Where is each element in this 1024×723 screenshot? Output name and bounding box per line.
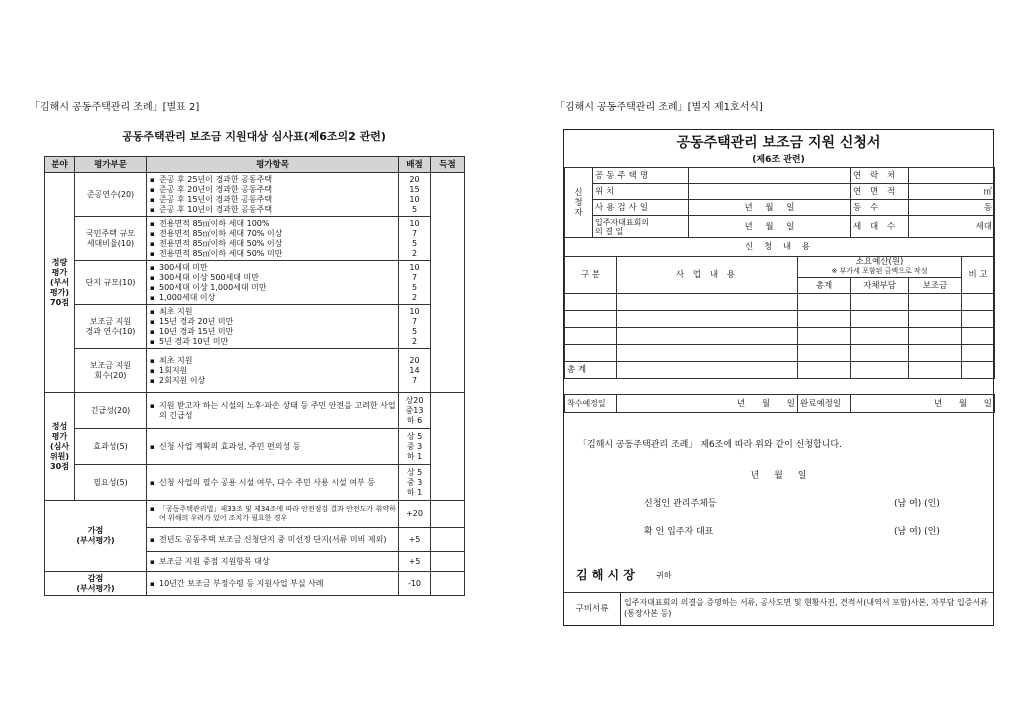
content-title: 신 청 내 용	[565, 238, 995, 257]
table-row-cell[interactable]	[565, 345, 617, 362]
buildings-label: 동 수	[851, 200, 909, 216]
applicant-label: 신 청 자	[565, 168, 593, 238]
category-cell: 보조금 지원 회수(20)	[75, 349, 147, 393]
signer-representative: 확 인 입주자 대표	[644, 527, 714, 537]
table-row-cell[interactable]	[962, 328, 995, 345]
table-row-cell[interactable]	[617, 328, 798, 345]
table-row-cell[interactable]	[962, 311, 995, 328]
form-title: 공동주택관리 보조금 지원 신청서	[676, 135, 881, 151]
start-date-label: 착수예정일	[565, 395, 617, 413]
category-cell: 보조금 지원 경과 연수(10)	[75, 305, 147, 349]
points-cell: 상20 중13 하 6	[399, 393, 431, 429]
location-label: 위 치	[593, 184, 689, 200]
left-form-caption: 「김해시 공동주택관리 조례」[별표 2]	[30, 102, 200, 113]
header-points: 배점	[399, 157, 431, 173]
table-row-cell[interactable]	[798, 362, 851, 379]
category-cell: 국민주택 규모 세대비율(10)	[75, 217, 147, 261]
criteria-cell: ▪ 300세대 미만 ▪ 300세대 이상 500세대 미만 ▪ 500세대 이상 1,000세대 미만 ▪ 1,000세대 이상	[147, 261, 399, 305]
criteria-cell: ▪ 전년도 공동주택 보조금 신청단지 중 미선정 단지(서류 미비 제외)	[147, 528, 399, 552]
required-docs-label: 구비서류	[564, 593, 621, 626]
council-resolution-value[interactable]: 년 월 일	[689, 216, 851, 238]
subsidy-header: 보조금	[909, 278, 962, 294]
table-row-cell[interactable]	[851, 362, 909, 379]
business-header: 사 업 내 용	[617, 257, 798, 294]
criteria-cell: ▪ 신청 사업의 필수 공용 시설 여부, 다수 주민 사용 시설 여부 등	[147, 465, 399, 501]
evaluation-table	[44, 156, 465, 596]
addressee-suffix: 귀하	[656, 571, 672, 580]
table-row-cell[interactable]	[851, 311, 909, 328]
table-row-cell[interactable]	[962, 294, 995, 311]
contact-value[interactable]	[909, 168, 995, 184]
points-cell: 20 15 10 5	[399, 173, 431, 217]
households-value[interactable]: 세대	[909, 216, 995, 238]
table-row-cell[interactable]	[565, 328, 617, 345]
criteria-cell: ▪ 신청 사업 계획의 효과성, 주민 편의성 등	[147, 429, 399, 465]
table-row-cell[interactable]	[851, 345, 909, 362]
signer-applicant: 신청인 관리주체등	[644, 499, 717, 509]
signer-representative-seal: (남 여) (인)	[894, 527, 940, 537]
table-row-cell[interactable]	[617, 294, 798, 311]
table-row-cell[interactable]	[565, 311, 617, 328]
sum-label: 총 계	[565, 362, 617, 379]
left-form-title: 공동주택관리 보조금 지원대상 심사표(제6조의2 관련)	[122, 130, 386, 143]
score-cell	[431, 393, 465, 501]
score-cell	[431, 552, 465, 572]
table-row-cell[interactable]	[617, 345, 798, 362]
points-cell: 상 5 중 3 하 1	[399, 465, 431, 501]
end-date-value[interactable]: 년 월 일	[851, 395, 995, 413]
criteria-cell: ▪ 준공 후 25년이 경과한 공동주택 ▪ 준공 후 20년이 경과한 공동주택 ▪ 준공 후 15년이 경과한 공동주택 ▪ 준공 후 10년이 경과한 공동주택	[147, 173, 399, 217]
bonus-label: 가점 (부서평가)	[45, 501, 147, 572]
table-row-cell[interactable]	[851, 294, 909, 311]
table-row-cell[interactable]	[798, 311, 851, 328]
spacer-row	[565, 379, 995, 395]
qualitative-field: 정성 평가 (심사 위원) 30점	[45, 393, 75, 501]
table-row-cell[interactable]	[909, 345, 962, 362]
table-row-cell[interactable]	[617, 362, 798, 379]
total-header: 총계	[798, 278, 851, 294]
criteria-cell: ▪ 보조금 지원 중점 지원항목 대상	[147, 552, 399, 572]
table-row-cell[interactable]	[798, 328, 851, 345]
floor-area-label: 연 면 적	[851, 184, 909, 200]
header-field: 분야	[45, 157, 75, 173]
criteria-cell: ▪ 최초 지원 ▪ 1회지원 ▪ 2회지원 이상	[147, 349, 399, 393]
points-cell: 20 14 7	[399, 349, 431, 393]
floor-area-value[interactable]: ㎡	[909, 184, 995, 200]
table-row-cell[interactable]	[851, 328, 909, 345]
points-cell: 10 7 5 2	[399, 261, 431, 305]
penalty-label: 감점 (부서평가)	[45, 572, 147, 596]
category-cell: 단지 규모(10)	[75, 261, 147, 305]
remark-header: 비 고	[962, 257, 995, 294]
addressee: 김 해 시 장	[576, 568, 635, 582]
header-criteria: 평가항목	[147, 157, 399, 173]
table-row-cell[interactable]	[617, 311, 798, 328]
header-score: 득점	[431, 157, 465, 173]
category-cell: 준공연수(20)	[75, 173, 147, 217]
score-cell	[431, 572, 465, 596]
start-date-value[interactable]: 년 월 일	[617, 395, 798, 413]
buildings-value[interactable]: 동	[909, 200, 995, 216]
points-cell: -10	[399, 572, 431, 596]
households-label: 세 대 수	[851, 216, 909, 238]
points-cell: 10 7 5 2	[399, 217, 431, 261]
table-row-cell[interactable]	[909, 311, 962, 328]
table-row-cell[interactable]	[909, 294, 962, 311]
table-row-cell[interactable]	[962, 362, 995, 379]
contact-label: 연 락 처	[851, 168, 909, 184]
score-cell	[431, 501, 465, 528]
criteria-cell: ▪ 10년간 보조금 부정수령 등 지원사업 부실 사례	[147, 572, 399, 596]
table-row-cell[interactable]	[798, 294, 851, 311]
category-cell: 효과성(5)	[75, 429, 147, 465]
division-header: 구 분	[565, 257, 617, 294]
header-category: 평가부문	[75, 157, 147, 173]
form-subtitle: (제6조 관련)	[752, 155, 805, 165]
location-value[interactable]	[689, 184, 851, 200]
quantitative-field: 정량 평가 (부서 평가) 70점	[45, 173, 75, 393]
table-row-cell[interactable]	[909, 362, 962, 379]
application-form	[563, 129, 994, 626]
inspection-date-value[interactable]: 년 월 일	[689, 200, 851, 216]
complex-name-label: 공동주택명	[593, 168, 689, 184]
points-cell: 10 7 5 2	[399, 305, 431, 349]
complex-name-value[interactable]	[689, 168, 851, 184]
score-cell	[431, 528, 465, 552]
application-statement: 「김해시 공동주택관리 조례」 제6조에 따라 위와 같이 신청합니다.	[578, 440, 842, 450]
self-pay-header: 자체부담	[851, 278, 909, 294]
end-date-label: 완료예정일	[798, 395, 851, 413]
points-cell: +5	[399, 528, 431, 552]
signer-applicant-seal: (남 여) (인)	[894, 499, 940, 509]
criteria-cell: ▪ 최초 지원 ▪ 15년 경과 20년 미만 ▪ 10년 경과 15년 미만 ▪ 5년 경과 10년 미만	[147, 305, 399, 349]
criteria-cell: ▪ 지원 받고자 하는 시설의 노후·파손 상태 등 주민 안전을 고려한 사업의 긴급성	[147, 393, 399, 429]
table-row-cell[interactable]	[909, 328, 962, 345]
right-form-caption: 「김해시 공동주택관리 조례」[별지 제1호서식]	[555, 102, 763, 113]
criteria-cell: ▪ 「공동주택관리법」제33조 및 제34조에 따라 안전점검 결과 안전도가 취약하여 위해의 우려가 있어 조치가 필요한 경우	[147, 501, 399, 528]
required-docs-text: 입주자대표회의 의결을 증명하는 서류, 공사도면 및 현황사진, 견적서(내역서 포함)사본, 자부담 입증서류(통장사본 등)	[624, 598, 988, 618]
sign-date: 년 월 일	[750, 471, 807, 481]
points-cell: 상 5 중 3 하 1	[399, 429, 431, 465]
inspection-date-label: 사용검사일	[593, 200, 689, 216]
points-cell: +20	[399, 501, 431, 528]
application-table	[564, 167, 995, 413]
table-row-cell[interactable]	[798, 345, 851, 362]
budget-header: 소요예산(원) ※ 부가세 포함된 금액으로 작성	[798, 257, 962, 278]
score-cell	[431, 173, 465, 393]
required-docs	[564, 592, 993, 626]
category-cell: 긴급성(20)	[75, 393, 147, 429]
points-cell: +5	[399, 552, 431, 572]
category-cell: 필요성(5)	[75, 465, 147, 501]
criteria-cell: ▪ 전용면적 85㎡이하 세대 100% ▪ 전용면적 85㎡이하 세대 70% 이상 ▪ 전용면적 85㎡이하 세대 50% 이상 ▪ 전용면적 85㎡이하 세대 50% 미만	[147, 217, 399, 261]
council-resolution-label: 입주자대표회의 의 결 일	[593, 216, 689, 238]
table-row-cell[interactable]	[962, 345, 995, 362]
table-row-cell[interactable]	[565, 294, 617, 311]
